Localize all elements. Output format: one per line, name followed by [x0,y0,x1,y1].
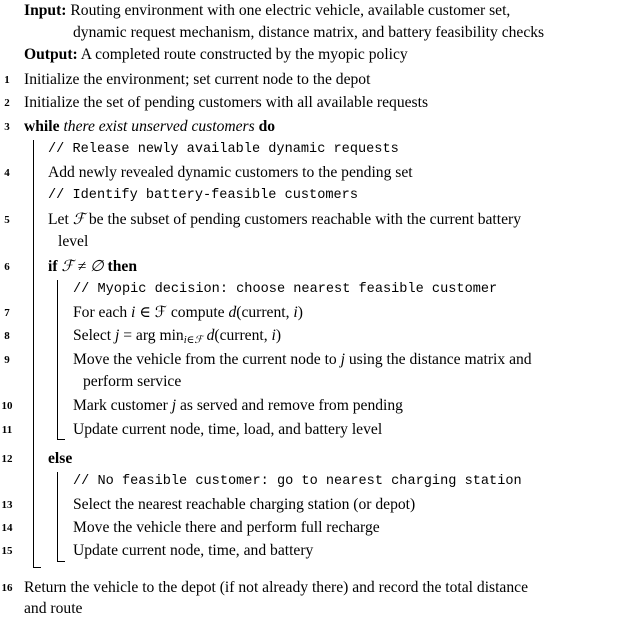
step-11: Update current node, time, load, and battery level [73,421,383,438]
line-number: 11 [1,424,13,436]
var-i: i [293,304,298,321]
step-9-continued: perform service [83,373,182,390]
then-keyword: then [107,258,137,275]
line-number: 9 [4,354,10,366]
step-10-text: Mark customer [73,397,172,414]
while-condition: there exist unserved customers [63,118,255,135]
while-block-end [33,567,41,568]
comment-myopic: // Myopic decision: choose nearest feasible customer [73,282,498,297]
else-keyword: else [48,450,73,467]
step-2: Initialize the set of pending customers with all available requests [24,94,429,111]
step-5 [48,209,521,231]
step-7-text: ∈ ℱ compute [135,304,229,321]
input-label: Input: [24,2,67,19]
step-16: Return the vehicle to the depot (if not already there) and record the total distance [24,579,528,596]
input-line [24,0,510,22]
line-number: 12 [1,453,13,465]
var-i: i [271,327,276,344]
line-number: 13 [1,499,13,511]
if-block-rule [57,280,58,440]
step-5-continued: level [58,233,89,250]
line-number: 5 [4,214,10,226]
step-8-text: Select [73,327,115,344]
do-keyword: do [258,118,276,135]
step-5-text: be the subset of pending customers reachable with the current battery [84,211,521,228]
while-keyword: while [24,118,60,135]
step-4: Add newly revealed dynamic customers to the pending set [48,164,413,181]
line-number: 8 [4,330,10,342]
line-number: 4 [4,167,10,179]
output-text: A completed route constructed by the myopic policy [80,46,408,63]
line-number: 10 [1,400,13,412]
step-5-text: Let [48,211,73,228]
step-9-text: Move the vehicle from the current node to [73,351,341,368]
step-9 [73,349,532,371]
var-d: d [228,304,237,321]
while-block-rule [33,140,34,568]
step-16-continued: and route [24,600,83,617]
step-14: Move the vehicle there and perform full recharge [73,519,380,536]
else-block-end [57,561,65,562]
input-text: Routing environment with one electric vehicle, available customer set, [70,2,511,19]
line-number: 7 [4,307,10,319]
comment-release: // Release newly available dynamic requests [48,142,399,157]
var-i: i [131,304,136,321]
step-7-text: ) [297,304,303,321]
set-F-symbol: ℱ [72,211,85,228]
step-7 [73,302,303,324]
var-d: d [202,327,215,344]
output-line [24,44,408,66]
argmin-operator: = arg min [119,327,184,344]
line-number: 3 [4,121,10,133]
step-15: Update current node, time, and battery [73,542,314,559]
step-8-text: (current, [214,327,272,344]
step-8-text: ) [275,327,282,344]
line-number: 2 [4,97,10,109]
if-statement [48,256,137,278]
step-7-text: (current, [236,304,294,321]
comment-no-feasible: // No feasible customer: go to nearest charging station [73,474,522,489]
while-statement [24,116,275,138]
argmin-subscript: i∈ℱ [183,335,203,346]
line-number: 14 [1,522,13,534]
else-block-rule [57,472,58,562]
comment-identify: // Identify battery-feasible customers [48,188,358,203]
step-8 [73,325,281,349]
input-line-continued: dynamic request mechanism, distance matrix, and battery feasibility checks [73,24,545,41]
line-number: 1 [4,74,10,86]
output-label: Output: [24,46,78,63]
line-number: 16 [1,582,13,594]
step-1: Initialize the environment; set current node to the depot [24,71,371,88]
var-j: j [340,351,345,368]
step-7-text: For each [73,304,132,321]
step-9-text: using the distance matrix and [344,351,532,368]
step-13: Select the nearest reachable charging station (or depot) [73,496,416,513]
if-block-end [57,439,65,440]
if-condition: ℱ ≠ ∅ [57,258,108,275]
step-10 [73,395,403,417]
var-j: j [171,397,177,414]
step-10-text: as served and remove from pending [176,397,403,414]
line-number: 15 [1,545,13,557]
line-number: 6 [4,261,10,273]
var-j: j [115,327,120,344]
if-keyword: if [48,258,58,275]
